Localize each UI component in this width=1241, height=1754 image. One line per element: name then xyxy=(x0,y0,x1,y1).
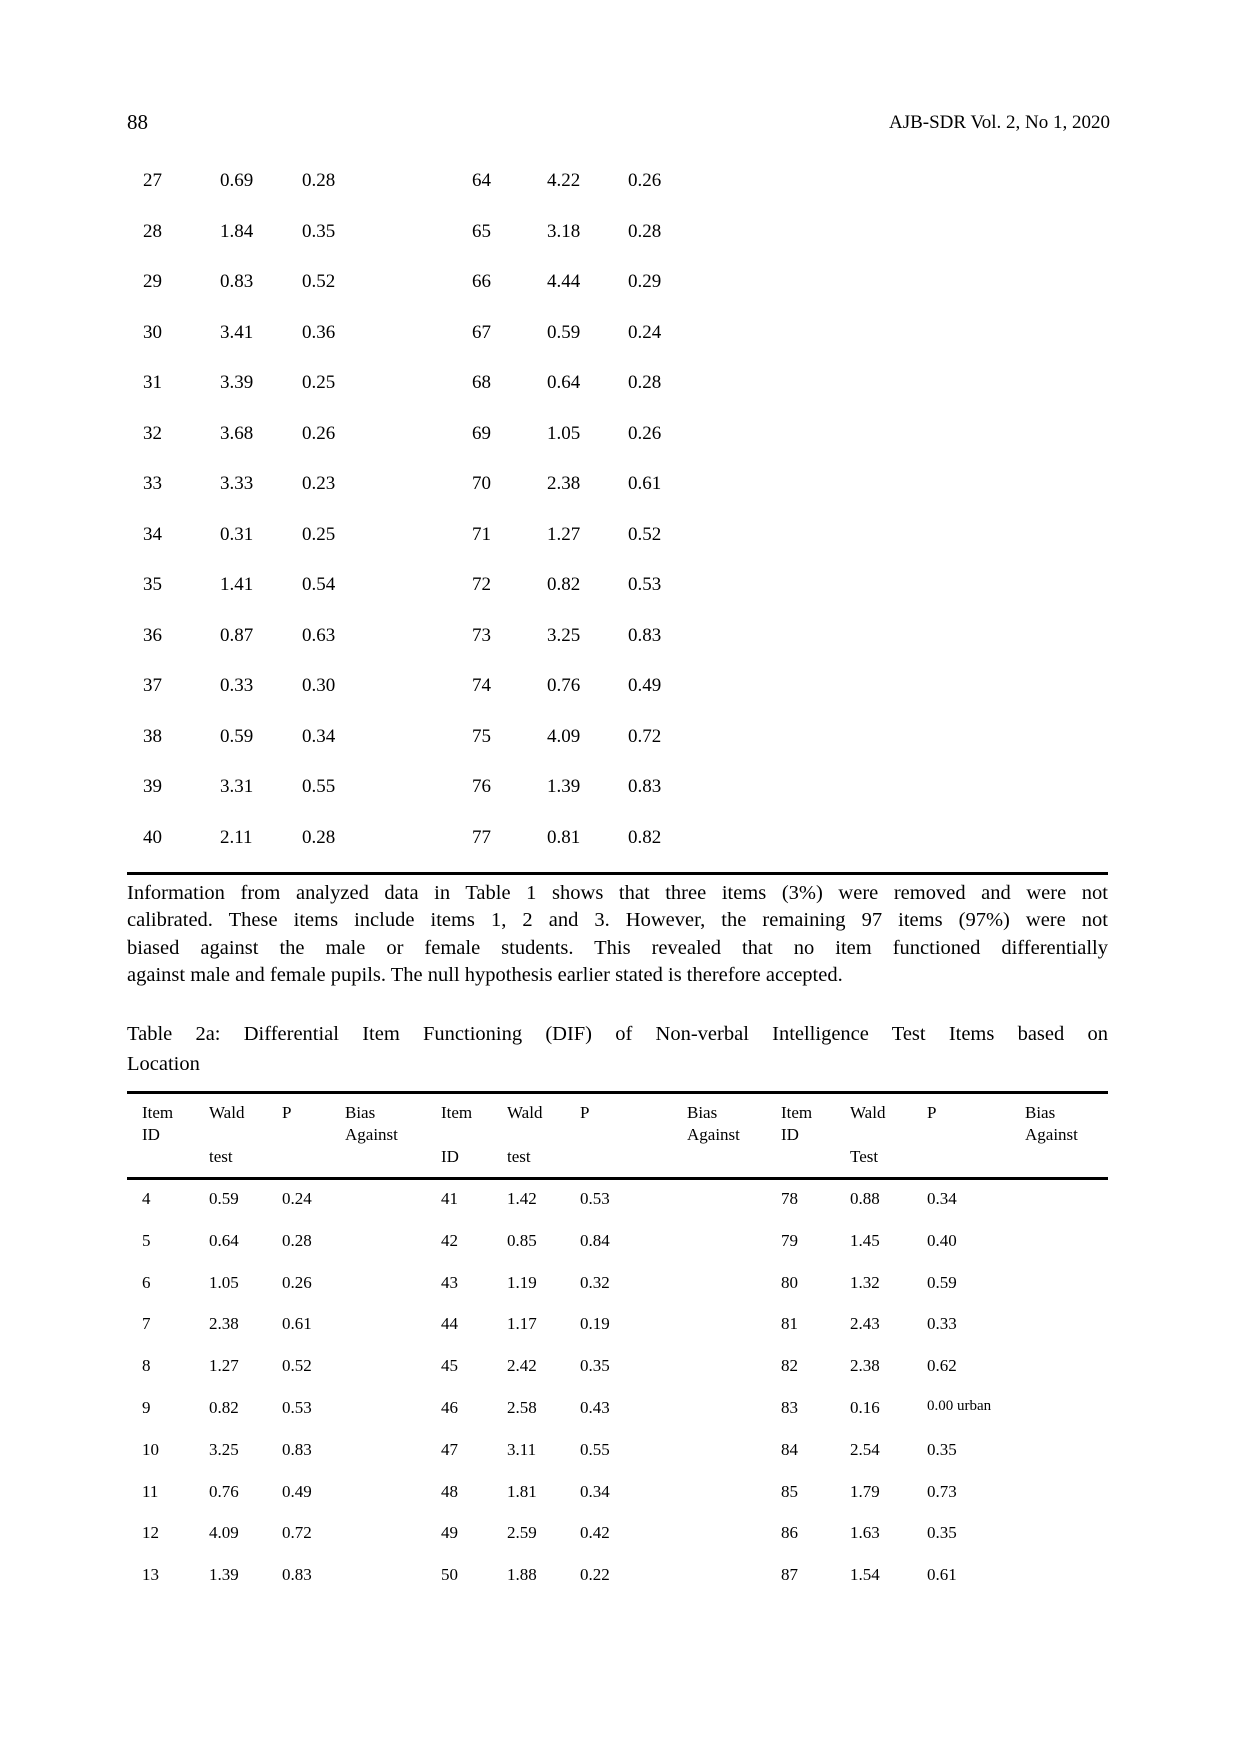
table2a-cell: 0.24 xyxy=(282,1189,312,1208)
table1-cell: 28 xyxy=(143,220,162,242)
table1-cell: 0.83 xyxy=(628,624,662,646)
table1-cell: 0.72 xyxy=(628,725,662,747)
table1-cell: 66 xyxy=(472,271,491,292)
table2a-cell: 0.85 xyxy=(507,1230,537,1250)
table2a-header-line xyxy=(282,1124,291,1146)
table2a-row xyxy=(127,1482,1108,1508)
table2a-cell: 1.19 xyxy=(507,1272,537,1292)
table2a-caption xyxy=(127,1019,1108,1079)
table2a-cell: 6 xyxy=(142,1272,151,1292)
table1-cell: 0.28 xyxy=(628,372,662,393)
table2a-cell: 86 xyxy=(781,1523,798,1543)
paragraph-line: against male and female pupils. The null hypothesis earlier stated is therefore accepted. xyxy=(127,963,843,986)
table1-cell: 0.25 xyxy=(302,372,336,393)
table2a-header-cell xyxy=(345,1102,398,1168)
table2a-cell: 2.59 xyxy=(507,1523,537,1543)
table2a-cell: 10 xyxy=(142,1439,159,1459)
table1-cell: 0.82 xyxy=(547,574,581,595)
table2a-cell: 1.39 xyxy=(209,1565,239,1585)
table1-cell: 0.63 xyxy=(302,624,336,646)
table2a-cell: 1.05 xyxy=(209,1272,239,1292)
table2a-cell: 46 xyxy=(441,1398,458,1417)
table1-cell: 39 xyxy=(143,776,162,797)
table2a-header-line xyxy=(927,1124,936,1146)
table2a-cell: 0.34 xyxy=(927,1189,957,1208)
table2a-header-line: Against xyxy=(687,1125,740,1144)
table2a-header-line: test xyxy=(507,1147,531,1166)
table2a-cell: 82 xyxy=(781,1356,798,1376)
table2a-cell: 1.17 xyxy=(507,1314,537,1334)
table2a-cell: 78 xyxy=(781,1189,798,1208)
table1-row xyxy=(127,423,1108,449)
table2a-header-line xyxy=(927,1146,936,1168)
table2a-cell: 0.53 xyxy=(282,1398,312,1417)
table1-cell: 34 xyxy=(143,523,162,545)
table1-cell: 0.36 xyxy=(302,321,336,343)
table2a-cell: 1.42 xyxy=(507,1189,537,1208)
table2a-caption-line: Location xyxy=(127,1053,200,1075)
table2a-cell: 81 xyxy=(781,1314,798,1334)
table2a-header-line: Bias xyxy=(687,1103,718,1122)
table2a-header-cell xyxy=(580,1102,589,1168)
table2a-header-line: ID xyxy=(142,1125,160,1144)
table1-cell: 0.30 xyxy=(302,675,336,696)
table2a-cell: 0.43 xyxy=(580,1398,610,1417)
table1-cell: 0.82 xyxy=(628,826,662,848)
table2a-cell: 0.42 xyxy=(580,1523,610,1543)
table1-cell: 0.61 xyxy=(628,473,662,494)
table2a-header-cell xyxy=(850,1102,885,1168)
table2a-cell: 0.73 xyxy=(927,1481,957,1501)
table2a-header-cell xyxy=(507,1102,542,1168)
table1-row xyxy=(127,726,1108,752)
table1-cell: 67 xyxy=(472,321,491,343)
results-paragraph xyxy=(127,880,1108,989)
table1-cell: 0.76 xyxy=(547,675,581,696)
table2a-cell: 1.54 xyxy=(850,1565,880,1585)
table1-cell: 3.31 xyxy=(220,776,254,797)
table1-row xyxy=(127,271,1108,297)
table2a-header-line xyxy=(1025,1146,1078,1168)
table1-cell: 0.49 xyxy=(628,675,662,696)
table2a-cell: 8 xyxy=(142,1356,151,1376)
table2a-row xyxy=(127,1189,1108,1215)
table1-cell: 0.54 xyxy=(302,574,336,595)
table2a-header-cell xyxy=(142,1102,173,1168)
table1-cell: 0.55 xyxy=(302,776,336,797)
table2a-header-line: Against xyxy=(1025,1125,1078,1144)
table1-cell: 0.29 xyxy=(628,271,662,292)
table1-cell: 0.87 xyxy=(220,624,254,646)
table2a-cell: 1.27 xyxy=(209,1356,239,1376)
table1-cell: 0.53 xyxy=(628,574,662,595)
table2a-cell: 0.35 xyxy=(927,1439,957,1459)
table2a-header-cell xyxy=(1025,1102,1078,1168)
table2a-top-rule xyxy=(127,1091,1108,1094)
table1-cell: 1.84 xyxy=(220,220,254,242)
table2a-row xyxy=(127,1398,1108,1424)
table1-row xyxy=(127,675,1108,701)
table2a-caption-line: Table 2a: Differential Item Functioning (DIF) of Non-verbal Intelligence Test Items based on xyxy=(127,1023,1108,1045)
table1-cell: 2.11 xyxy=(220,826,253,848)
table2a-header-line: ID xyxy=(441,1147,459,1166)
table1-cell: 40 xyxy=(143,826,162,848)
table2a-header-line xyxy=(580,1146,589,1168)
table1-row xyxy=(127,170,1108,196)
table1-cell: 3.33 xyxy=(220,473,254,494)
table2a-row xyxy=(127,1565,1108,1591)
table1-cell: 31 xyxy=(143,372,162,393)
table1-cell: 3.18 xyxy=(547,220,581,242)
table2a-row xyxy=(127,1356,1108,1382)
table1-cell: 0.83 xyxy=(220,271,254,292)
table2a-header-line xyxy=(781,1146,812,1168)
table1-cell: 0.83 xyxy=(628,776,662,797)
table1-cell: 4.44 xyxy=(547,271,581,292)
table2a-body xyxy=(127,1189,1108,1649)
table2a-header-line: Against xyxy=(345,1125,398,1144)
table2a-header-line: Bias xyxy=(345,1103,376,1122)
table2a-cell: 0.83 xyxy=(282,1439,312,1459)
table2a-cell: 13 xyxy=(142,1565,159,1585)
table2a-cell: 85 xyxy=(781,1481,798,1501)
table1-cell: 38 xyxy=(143,725,162,747)
table2a-cell: 0.72 xyxy=(282,1523,312,1543)
table1-row xyxy=(127,776,1108,802)
table2a-cell: 50 xyxy=(441,1565,458,1585)
table2a-header-cell xyxy=(687,1102,740,1168)
table1-cell: 0.59 xyxy=(220,725,254,747)
table1-cell: 0.24 xyxy=(628,321,662,343)
table2a-row xyxy=(127,1523,1108,1549)
table2a-header-line xyxy=(209,1124,244,1146)
table2a-cell: 0.49 xyxy=(282,1481,312,1501)
table2a-cell: 12 xyxy=(142,1523,159,1543)
table2a-cell: 0.16 xyxy=(850,1398,880,1417)
table1-cell: 0.35 xyxy=(302,220,336,242)
table2a-cell: 2.38 xyxy=(850,1356,880,1376)
table1-cell: 0.31 xyxy=(220,523,254,545)
table2a-cell: 0.64 xyxy=(209,1230,239,1250)
table2a-cell: 2.42 xyxy=(507,1356,537,1376)
table1-cell: 0.26 xyxy=(628,170,662,191)
table2a-row xyxy=(127,1273,1108,1299)
table1-row xyxy=(127,524,1108,550)
table2a-cell: 79 xyxy=(781,1230,798,1250)
table1-cell: 68 xyxy=(472,372,491,393)
table2a-cell: 3.11 xyxy=(507,1439,537,1459)
table2a-cell: 0.53 xyxy=(580,1189,610,1208)
table2a-cell: 44 xyxy=(441,1314,458,1334)
table1-cell: 0.52 xyxy=(628,523,662,545)
table2a-header-line xyxy=(580,1124,589,1146)
table1-cell: 0.28 xyxy=(628,220,662,242)
table1-cell: 0.28 xyxy=(302,826,336,848)
table2a-cell: 9 xyxy=(142,1398,151,1417)
table1-cell: 0.26 xyxy=(302,422,336,444)
table2a-cell: 2.43 xyxy=(850,1314,880,1334)
table1-cell: 4.22 xyxy=(547,170,581,191)
table2a-header-cell xyxy=(282,1102,291,1168)
table2a-header-cell xyxy=(209,1102,244,1168)
table1-cell: 0.33 xyxy=(220,675,254,696)
table2a-cell: 4 xyxy=(142,1189,151,1208)
table1-cell: 0.26 xyxy=(628,422,662,444)
table2a-cell: 0.59 xyxy=(209,1189,239,1208)
table2a-cell: 45 xyxy=(441,1356,458,1376)
table2a-cell: 41 xyxy=(441,1189,458,1208)
table2a-row xyxy=(127,1440,1108,1466)
table2a-cell: 3.25 xyxy=(209,1439,239,1459)
table1-cell: 0.25 xyxy=(302,523,336,545)
table2a-cell: 7 xyxy=(142,1314,151,1334)
table2a-cell: 0.34 xyxy=(580,1481,610,1501)
table1-row xyxy=(127,625,1108,651)
journal-reference: AJB-SDR Vol. 2, No 1, 2020 xyxy=(888,112,1110,133)
table2a-cell: 0.82 xyxy=(209,1398,239,1417)
table2a-header-line: Bias xyxy=(1025,1103,1056,1122)
table1-cell: 1.39 xyxy=(547,776,581,797)
table1-continuation xyxy=(127,170,1108,880)
table1-cell: 75 xyxy=(472,725,491,747)
table2a-cell: 84 xyxy=(781,1439,798,1459)
table1-row xyxy=(127,221,1108,247)
table1-cell: 71 xyxy=(472,523,491,545)
table1-cell: 35 xyxy=(143,574,162,595)
table2a-cell: 43 xyxy=(441,1272,458,1292)
table1-cell: 0.69 xyxy=(220,170,254,191)
table2a-cell: 2.54 xyxy=(850,1439,880,1459)
table1-cell: 64 xyxy=(472,170,491,191)
table2a-header-line: Item xyxy=(142,1103,174,1122)
table2a-cell: 11 xyxy=(142,1481,159,1501)
table2a-cell: 0.84 xyxy=(580,1230,610,1250)
table2a-cell: 0.83 xyxy=(282,1565,312,1585)
table2a-cell: 83 xyxy=(781,1398,798,1417)
table1-cell: 0.59 xyxy=(547,321,581,343)
table2a-header-line: Wald xyxy=(507,1103,543,1122)
table2a-cell: 0.00 urban xyxy=(927,1398,992,1414)
table1-cell: 70 xyxy=(472,473,491,494)
table2a-cell: 1.32 xyxy=(850,1272,880,1292)
table2a-cell: 0.76 xyxy=(209,1481,239,1501)
table1-cell: 29 xyxy=(143,271,162,292)
table2a-cell: 0.61 xyxy=(927,1565,957,1585)
table1-cell: 0.64 xyxy=(547,372,581,393)
table2a-header-rule xyxy=(127,1177,1108,1180)
table2a-header-line: ID xyxy=(781,1125,799,1144)
table2a-cell: 0.33 xyxy=(927,1314,957,1334)
table2a-cell: 0.62 xyxy=(927,1356,957,1376)
table1-cell: 69 xyxy=(472,422,491,444)
table1-cell: 1.05 xyxy=(547,422,581,444)
table2a-cell: 1.88 xyxy=(507,1565,537,1585)
table1-cell: 0.34 xyxy=(302,725,336,747)
table1-cell: 3.41 xyxy=(220,321,254,343)
table1-cell: 4.09 xyxy=(547,725,581,747)
table2a-header-line: Test xyxy=(850,1147,879,1166)
table2a-header-line xyxy=(441,1124,472,1146)
table1-row xyxy=(127,372,1108,398)
table2a-header-line xyxy=(282,1146,291,1168)
table2a-cell: 0.35 xyxy=(927,1523,957,1543)
table1-row xyxy=(127,473,1108,499)
table2a-cell: 0.61 xyxy=(282,1314,312,1334)
table1-cell: 27 xyxy=(143,170,162,191)
table1-cell: 30 xyxy=(143,321,162,343)
table1-cell: 73 xyxy=(472,624,491,646)
table2a-header-line: Wald xyxy=(850,1103,886,1122)
table2a-cell: 0.22 xyxy=(580,1565,610,1585)
table2a-header-line xyxy=(850,1124,885,1146)
table1-cell: 0.28 xyxy=(302,170,336,191)
table1-cell: 74 xyxy=(472,675,491,696)
table1-row xyxy=(127,827,1108,853)
table1-cell: 32 xyxy=(143,422,162,444)
table2a-cell: 4.09 xyxy=(209,1523,239,1543)
table2a-row xyxy=(127,1231,1108,1257)
table2a-header-line: test xyxy=(209,1147,233,1166)
table2a-cell: 0.88 xyxy=(850,1189,880,1208)
table1-cell: 37 xyxy=(143,675,162,696)
table2a-cell: 0.59 xyxy=(927,1272,957,1292)
table1-cell: 33 xyxy=(143,473,162,494)
table1-cell: 0.23 xyxy=(302,473,336,494)
table2a-cell: 0.32 xyxy=(580,1272,610,1292)
table2a-cell: 1.63 xyxy=(850,1523,880,1543)
table2a-cell: 0.28 xyxy=(282,1230,312,1250)
table2a-cell: 0.26 xyxy=(282,1272,312,1292)
table1-cell: 3.39 xyxy=(220,372,254,393)
table2a-cell: 0.55 xyxy=(580,1439,610,1459)
table2a-header-line: Item xyxy=(781,1103,813,1122)
table2a-header-cell xyxy=(441,1102,472,1168)
table1-cell: 0.52 xyxy=(302,271,336,292)
table2a-cell: 0.52 xyxy=(282,1356,312,1376)
table2a-cell: 47 xyxy=(441,1439,458,1459)
table2a-cell: 2.58 xyxy=(507,1398,537,1417)
table2a-header-line xyxy=(345,1146,398,1168)
table2a-cell: 80 xyxy=(781,1272,798,1292)
table2a-header-cell xyxy=(927,1102,936,1168)
table2a-header-line: Wald xyxy=(209,1103,245,1122)
table1-cell: 3.25 xyxy=(547,624,581,646)
table2a-header-line xyxy=(142,1146,173,1168)
table1-cell: 0.81 xyxy=(547,826,581,848)
paragraph-line: biased against the male or female students. This revealed that no item functioned differentially xyxy=(127,936,1108,959)
table1-cell: 65 xyxy=(472,220,491,242)
table1-cell: 77 xyxy=(472,826,491,848)
table2a-cell: 42 xyxy=(441,1230,458,1250)
table1-cell: 76 xyxy=(472,776,491,797)
table2a-row xyxy=(127,1314,1108,1340)
paragraph-line: Information from analyzed data in Table 1 shows that three items (3%) were removed and were not xyxy=(127,882,1108,904)
paragraph-line: calibrated. These items include items 1, 2 and 3. However, the remaining 97 items (97%) were not xyxy=(127,909,1108,932)
table1-bottom-rule xyxy=(127,872,1108,875)
table1-cell: 2.38 xyxy=(547,473,581,494)
table2a-header-line: P xyxy=(282,1103,292,1122)
table1-cell: 3.68 xyxy=(220,422,254,444)
table1-cell: 72 xyxy=(472,574,491,595)
page-number: 88 xyxy=(127,110,148,134)
table1-cell: 1.41 xyxy=(220,574,254,595)
table2a-cell: 0.35 xyxy=(580,1356,610,1376)
table2a-cell: 1.79 xyxy=(850,1481,880,1501)
table2a-header-cell xyxy=(781,1102,812,1168)
table1-row xyxy=(127,322,1108,348)
table2a-cell: 48 xyxy=(441,1481,458,1501)
table2a-cell: 5 xyxy=(142,1230,151,1250)
table2a-header-line: P xyxy=(927,1103,937,1122)
table2a-cell: 0.19 xyxy=(580,1314,610,1334)
table1-row xyxy=(127,574,1108,600)
table1-cell: 36 xyxy=(143,624,162,646)
table2a-header-line: Item xyxy=(441,1103,473,1122)
table2a-cell: 2.38 xyxy=(209,1314,239,1334)
table2a-header-line xyxy=(507,1124,542,1146)
table2a-cell: 1.81 xyxy=(507,1481,537,1501)
table2a-cell: 0.40 xyxy=(927,1230,957,1250)
table2a-cell: 1.45 xyxy=(850,1230,880,1250)
table2a-header-line xyxy=(687,1146,740,1168)
table1-cell: 1.27 xyxy=(547,523,581,545)
table2a-cell: 87 xyxy=(781,1565,798,1585)
table2a-header-line: P xyxy=(580,1103,590,1122)
table2a-cell: 49 xyxy=(441,1523,458,1543)
